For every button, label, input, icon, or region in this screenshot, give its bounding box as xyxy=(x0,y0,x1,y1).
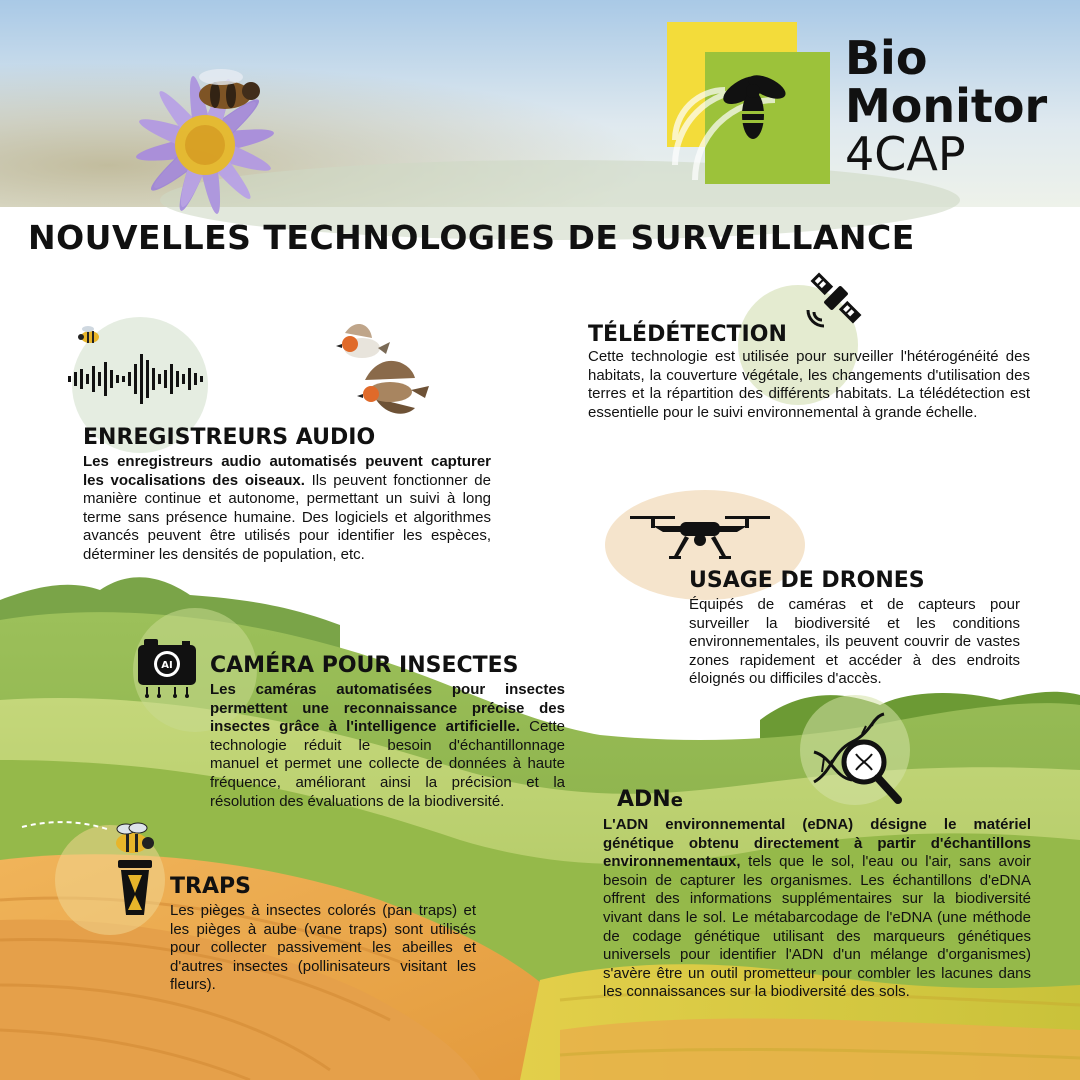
logo-line-bio: Bio xyxy=(845,31,928,85)
logo xyxy=(665,20,1065,190)
section-text: Cette technologie est utilisée pour surveiller l'hétérogénéité des habitats, la couverture végétale, les changements d'utilisation des terres et la répartition des différents habitats. La télédétection est essentielle pour le suivi environnemental à grande échelle. xyxy=(588,348,1030,421)
section-heading: CAMÉRA POUR INSECTES xyxy=(210,653,519,678)
section-heading xyxy=(603,787,1031,814)
section-text xyxy=(83,453,491,565)
section-text: Les pièges à insectes colorés (pan traps) et les pièges à aube (vane traps) sont utilisés pour collecter passivement les abeilles et d'autres insectes (pollinisateurs visitant les fleurs). xyxy=(170,902,476,994)
logo-line-monitor: Monitor xyxy=(845,79,1048,133)
bee-icon xyxy=(116,823,154,853)
section-traps xyxy=(170,874,476,995)
section-heading-suffix: e xyxy=(670,790,683,811)
section-heading: ENREGISTREURS AUDIO xyxy=(83,425,376,450)
section-text-body: tels que le sol, l'eau ou l'air, sans avoir besoin de capturer les organismes. Les échantillons d'eDNA offrent des informations supplémentaires sur la biodiversité vivant dans le sol. Le métabarcodage de l'eDNA (une méthode de codage génétique utilisant des marqueurs génétiques universels pour identifier l'ADN d'un mélange d'organismes) s'avère être un outil prometteur pour combler les lacunes dans les connaissances sur la biodiversité des sols. xyxy=(603,853,1031,1001)
page-title: NOUVELLES TECHNOLOGIES DE SURVEILLANCE xyxy=(28,218,915,257)
bee-icon xyxy=(78,325,102,345)
section-text-body: Cette technologie réduit le besoin d'échantillonnage manuel et permet une collecte de données à haute fréquence, améliorant ainsi la précision et la résolution des évaluations de la biodiversité. xyxy=(210,718,565,810)
section-text xyxy=(603,816,1031,1002)
section-drones xyxy=(689,568,1020,689)
section-edna xyxy=(603,787,1031,1002)
logo-mark xyxy=(665,20,845,190)
section-text-body: Ils peuvent fonctionner de manière continue et autonome, permettant un suivi à long terme sans présence humaine. Des logiciels et algorithmes avancés peuvent être utilisés pour identifier les espèces, déterminer les densités de population, etc. xyxy=(83,471,491,563)
section-text-bold: Les caméras automatisées pour insectes permettent une reconnaissance précise des insectes grâce à l'intelligence artificielle. xyxy=(210,681,565,736)
section-heading: TÉLÉDÉTECTION xyxy=(588,322,787,347)
section-heading: USAGE DE DRONES xyxy=(689,568,925,593)
svg-text:AI: AI xyxy=(161,660,173,671)
section-text: Équipés de caméras et de capteurs pour surveiller la biodiversité et les conditions environnementales, ils peuvent couvrir de vastes zones rapidement et accéder à des endroits éloignés ou difficiles d'accès. xyxy=(689,596,1020,688)
birds-icon xyxy=(330,320,435,420)
insect-trap-icon xyxy=(20,815,170,930)
section-text xyxy=(210,681,565,811)
logo-line-4cap: 4CAP xyxy=(845,127,966,181)
section-heading: TRAPS xyxy=(170,874,251,899)
section-camera xyxy=(210,653,565,811)
section-text-bold: L'ADN environnemental (eDNA) désigne le matériel génétique obtenu directement à partir d'échantillons environnementaux, xyxy=(603,816,1031,871)
ai-camera-icon xyxy=(136,637,198,699)
section-heading-main: ADN xyxy=(617,787,671,812)
section-audio xyxy=(83,425,491,565)
section-remote-sensing xyxy=(588,322,1030,422)
sound-wave-icon xyxy=(68,352,208,407)
section-text-bold: Les enregistreurs audio automatisés peuvent capturer les vocalisations des oiseaux. xyxy=(83,453,491,489)
drone-icon xyxy=(625,510,775,570)
